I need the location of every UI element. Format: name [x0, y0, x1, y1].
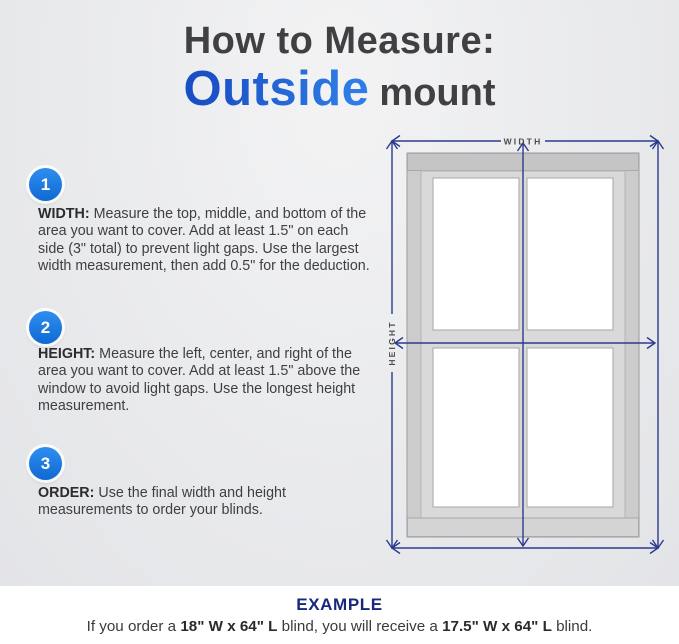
example-sentence [0, 617, 679, 636]
example-middle: blind, you will receive a [277, 618, 443, 635]
height-arrow-right [653, 141, 664, 548]
step-3-body: Use the final width and height measurements to order your blinds. [38, 485, 286, 519]
step-3-label: ORDER: [38, 485, 95, 501]
window-pane-bottom-right [527, 348, 613, 507]
example-section [0, 586, 679, 644]
step-1-label: WIDTH: [38, 206, 90, 222]
example-suffix: blind. [551, 618, 593, 635]
step-2-label: HEIGHT: [38, 346, 96, 362]
width-label: WIDTH [503, 136, 543, 147]
step-2-text [38, 346, 376, 416]
height-label: HEIGHT [387, 320, 397, 366]
example-prefix: If you order a [86, 618, 181, 635]
example-heading: EXAMPLE [296, 595, 383, 614]
window-pane-bottom-left [433, 348, 519, 507]
example-order-size: 18" W x 64" L [180, 618, 278, 635]
title-line2 [0, 62, 679, 116]
step-3-text [38, 485, 376, 520]
window-measure-diagram [375, 128, 675, 568]
window-pane-top-right [527, 178, 613, 330]
title-suffix: mount [379, 72, 496, 114]
example-received-size: 17.5" W x 64" L [442, 618, 552, 635]
title-line1: How to Measure: [183, 20, 496, 62]
step-1-body: Measure the top, middle, and bottom of the area you want to cover. Add at least 1.5" on each side (3" total) to prevent light gaps. Use the largest width measurement, then add 0.5" for the deduction. [38, 206, 370, 275]
window-pane-top-left [433, 178, 519, 330]
step-2-body: Measure the left, center, and right of the area you want to cover. Add at least 1.5" above the window to avoid light gaps. Use the longest height measurement. [38, 346, 361, 415]
step-2-badge: 2 [29, 311, 62, 344]
page-title [0, 22, 679, 114]
title-highlight: Outside [183, 62, 370, 116]
step-3-badge: 3 [29, 447, 62, 480]
step-1-badge: 1 [29, 168, 62, 201]
step-1-text [38, 206, 376, 276]
